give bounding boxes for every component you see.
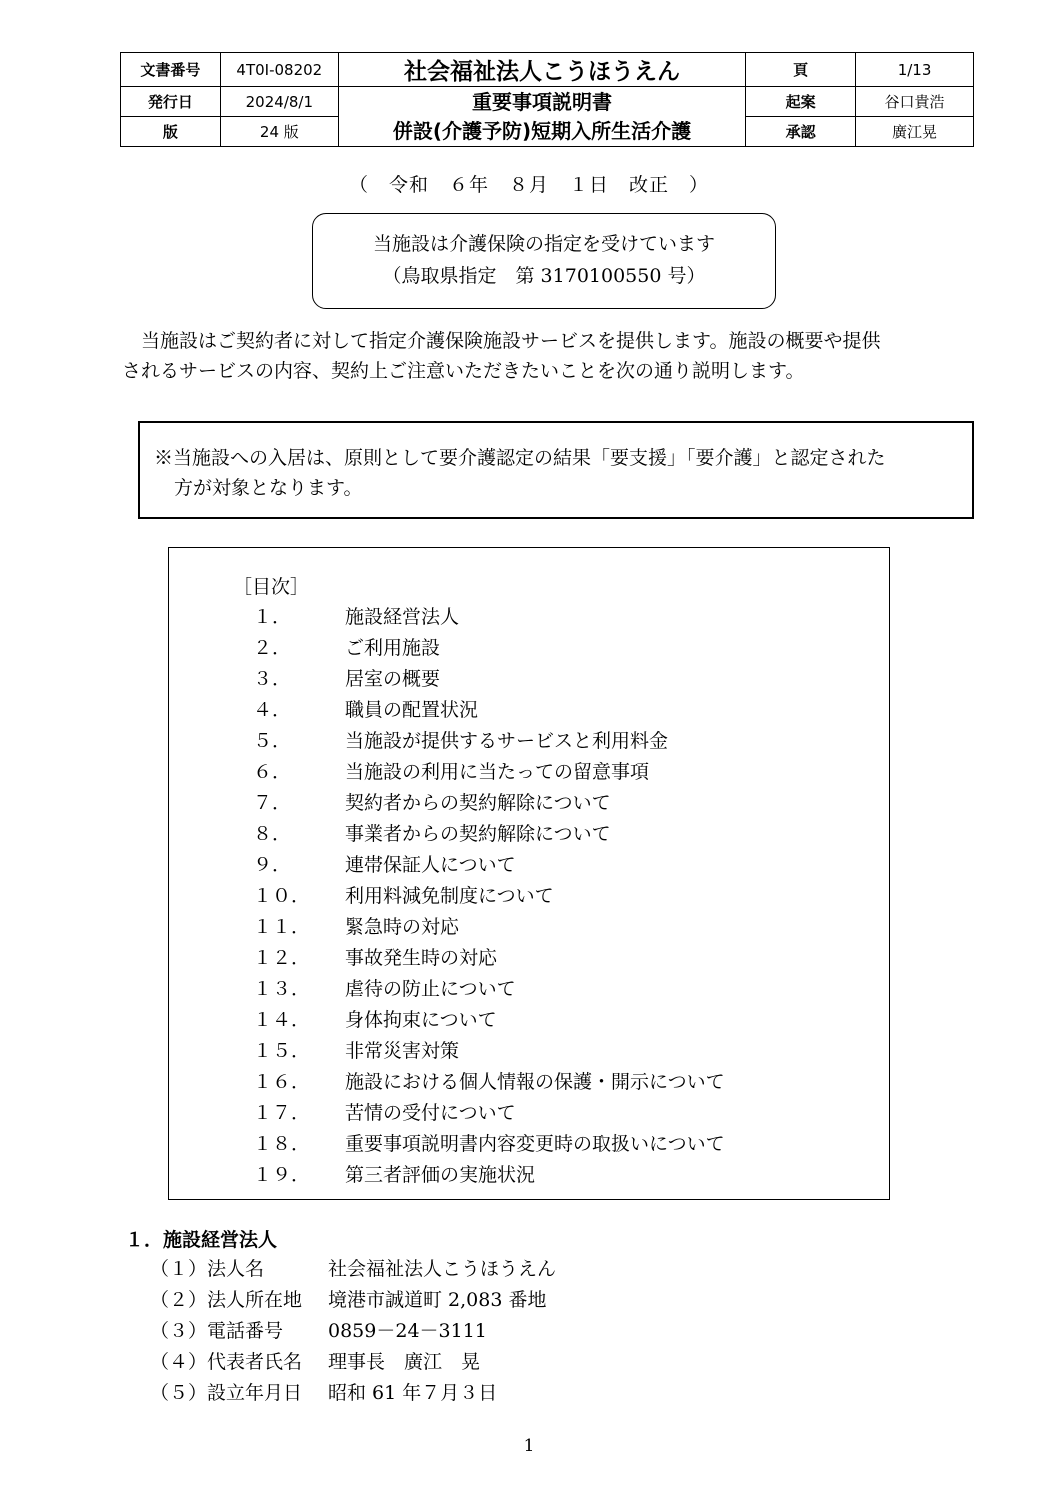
corporation-info-item xyxy=(150,1285,556,1316)
header-table xyxy=(120,52,974,147)
toc-item xyxy=(253,1067,725,1098)
toc-item-text: 事業者からの契約解除について xyxy=(345,823,611,845)
toc-item-number: １９． xyxy=(253,1164,311,1186)
toc-item-text: 苦情の受付について xyxy=(345,1102,516,1124)
toc-item xyxy=(253,726,725,757)
approval-label: 承認 xyxy=(746,117,856,147)
toc-item-text: 施設経営法人 xyxy=(345,606,460,628)
page-label: 頁 xyxy=(746,53,856,87)
toc-item-text: 施設における個人情報の保護・開示について xyxy=(345,1071,725,1093)
toc-item xyxy=(253,1098,725,1129)
toc-item xyxy=(253,757,725,788)
doc-no: 4T0I-08202 xyxy=(220,53,338,87)
toc-item-number: １０． xyxy=(253,885,311,907)
corporation-info-label: （４）代表者氏名 xyxy=(150,1351,303,1373)
corporation-info-item xyxy=(150,1254,556,1285)
toc-item-number: ８． xyxy=(253,823,292,845)
corporation-info-label: （２）法人所在地 xyxy=(150,1289,303,1311)
toc-item xyxy=(253,1036,725,1067)
corporation-info-value: 社会福祉法人こうほうえん xyxy=(328,1258,557,1280)
toc-item-number: ２． xyxy=(253,637,292,659)
toc-item xyxy=(253,695,725,726)
toc-item xyxy=(253,633,725,664)
toc-item xyxy=(253,1160,725,1191)
toc-item-text: 第三者評価の実施状況 xyxy=(345,1164,536,1186)
corporation-info-item xyxy=(150,1316,556,1347)
organization-name: 社会福祉法人こうほうえん xyxy=(338,53,745,87)
toc-list xyxy=(253,602,725,1191)
toc-item-number: １８． xyxy=(253,1133,311,1155)
revision-date: （ 令和 ６年 ８月 １日 改正 ） xyxy=(348,174,709,196)
toc-item xyxy=(253,602,725,633)
document-title xyxy=(338,87,745,147)
designation-line2: （鳥取県指定 第 3170100550 号） xyxy=(382,265,706,287)
toc-item-number: ３． xyxy=(253,668,292,690)
toc-item-text: 虐待の防止について xyxy=(345,978,516,1000)
corporation-info-label: （３）電話番号 xyxy=(150,1320,284,1342)
toc-item-number: １． xyxy=(253,606,292,628)
toc-item-text: 契約者からの契約解除について xyxy=(345,792,611,814)
toc-item-text: 非常災害対策 xyxy=(345,1040,460,1062)
toc-item-number: ４． xyxy=(253,699,292,721)
corporation-info-value: 0859－24－3111 xyxy=(328,1320,487,1342)
corporation-info-item xyxy=(150,1347,556,1378)
notice-line1: ※当施設への入居は、原則として要介護認定の結果「要支援」「要介護」と認定された xyxy=(154,447,886,469)
toc-item-number: ７． xyxy=(253,792,292,814)
toc-item-text: 利用料減免制度について xyxy=(345,885,554,907)
toc-item-text: 職員の配置状況 xyxy=(345,699,479,721)
corporation-info-value: 境港市誠道町 2,083 番地 xyxy=(328,1289,547,1311)
toc-item-number: ６． xyxy=(253,761,292,783)
toc-item-text: 居室の概要 xyxy=(345,668,441,690)
toc-item-text: 重要事項説明書内容変更時の取扱いについて xyxy=(345,1133,725,1155)
issue-date-label: 発行日 xyxy=(121,87,221,117)
toc-item xyxy=(253,974,725,1005)
toc-item-text: 連帯保証人について xyxy=(345,854,516,876)
section-heading: １．施設経営法人 xyxy=(125,1229,278,1251)
toc-item-number: １６． xyxy=(253,1071,311,1093)
toc-item-number: １２． xyxy=(253,947,311,969)
designation-box xyxy=(312,213,776,309)
document-title-line1: 重要事項説明書 xyxy=(472,89,613,114)
toc-item xyxy=(253,912,725,943)
toc-item-text: ご利用施設 xyxy=(345,637,441,659)
toc-item-number: １５． xyxy=(253,1040,311,1062)
toc-item xyxy=(253,943,725,974)
issue-date: 2024/8/1 xyxy=(220,87,338,117)
draft-label: 起案 xyxy=(746,87,856,117)
toc-item-text: 緊急時の対応 xyxy=(345,916,460,938)
toc-item-number: １４． xyxy=(253,1009,311,1031)
toc-item xyxy=(253,788,725,819)
toc-item xyxy=(253,881,725,912)
table-of-contents xyxy=(168,547,890,1200)
toc-item-text: 当施設の利用に当たっての留意事項 xyxy=(345,761,650,783)
toc-item-number: ５． xyxy=(253,730,292,752)
edition: 24 版 xyxy=(220,117,338,147)
corporation-info-value: 理事長 廣江 晃 xyxy=(328,1351,481,1373)
page-count: 1/13 xyxy=(856,53,974,87)
corporation-info-value: 昭和 61 年７月３日 xyxy=(328,1382,498,1404)
intro-line1: 当施設はご契約者に対して指定介護保険施設サービスを提供します。施設の概要や提供 xyxy=(122,330,881,352)
document-title-line2: 併設(介護予防)短期入所生活介護 xyxy=(392,118,692,143)
intro-paragraph xyxy=(122,326,962,386)
edition-label: 版 xyxy=(121,117,221,147)
corporation-info-label: （５）設立年月日 xyxy=(150,1382,303,1404)
toc-item xyxy=(253,819,725,850)
notice-line2: 方が対象となります。 xyxy=(174,477,363,499)
toc-item xyxy=(253,1129,725,1160)
draft-by: 谷口貴浩 xyxy=(856,87,974,117)
intro-line2: されるサービスの内容、契約上ご注意いただきたいことを次の通り説明します。 xyxy=(122,360,805,382)
toc-item-number: １７． xyxy=(253,1102,311,1124)
notice-box xyxy=(138,421,974,519)
corporation-info-label: （１）法人名 xyxy=(150,1258,265,1280)
toc-item-text: 当施設が提供するサービスと利用料金 xyxy=(345,730,669,752)
approved-by: 廣江晃 xyxy=(856,117,974,147)
toc-item-text: 事故発生時の対応 xyxy=(345,947,498,969)
page-number: 1 xyxy=(523,1436,535,1456)
toc-item-number: １１． xyxy=(253,916,311,938)
designation-line1: 当施設は介護保険の指定を受けています xyxy=(372,233,715,255)
toc-title: ［目次］ xyxy=(233,576,310,598)
toc-item xyxy=(253,664,725,695)
toc-item-text: 身体拘束について xyxy=(345,1009,497,1031)
toc-item xyxy=(253,850,725,881)
toc-item xyxy=(253,1005,725,1036)
toc-item-number: ９． xyxy=(253,854,292,876)
corporation-info-item xyxy=(150,1378,556,1409)
toc-item-number: １３． xyxy=(253,978,311,1000)
corporation-info-list xyxy=(150,1254,556,1409)
doc-no-label: 文書番号 xyxy=(121,53,221,87)
